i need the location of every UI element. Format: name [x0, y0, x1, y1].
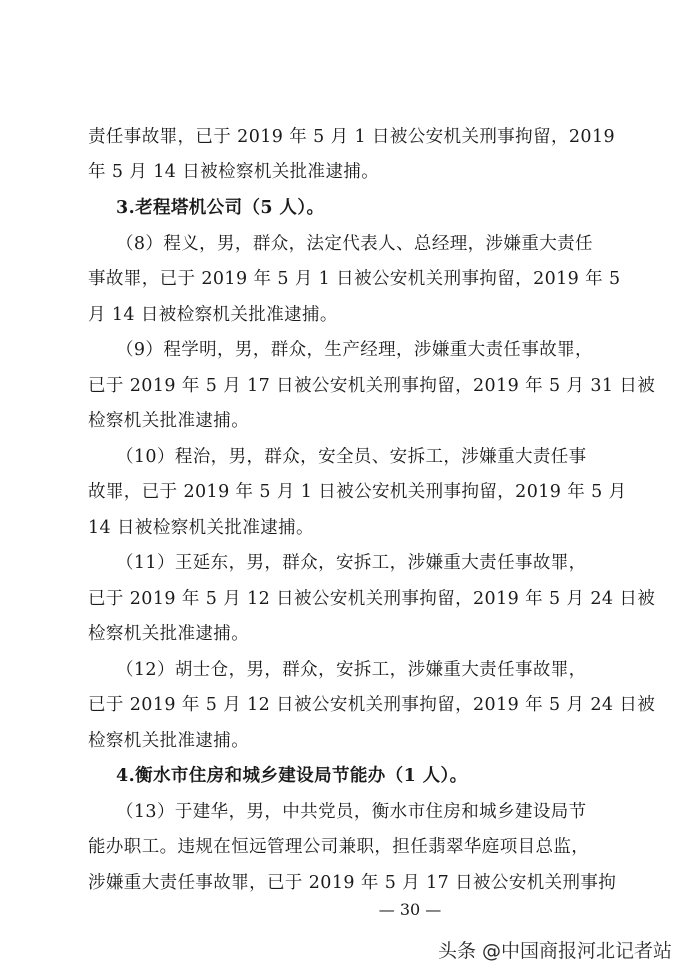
- body-line: 年 5 月 14 日被检察机关批准逮捕。: [88, 162, 380, 182]
- body-line: 检察机关批准逮捕。: [88, 411, 250, 431]
- page-number: — 30 —: [378, 900, 442, 919]
- section-heading: 3.老程塔机公司（5 人）。: [116, 198, 325, 218]
- body-line: 责任事故罪，已于 2019 年 5 月 1 日被公安机关刑事拘留，2019: [88, 127, 616, 147]
- body-line: 能办职工。违规在恒远管理公司兼职，担任翡翠华庭项目总监，: [88, 837, 590, 857]
- body-line: 检察机关批准逮捕。: [88, 731, 250, 751]
- section-heading: 4.衡水市住房和城乡建设局节能办（1 人）。: [116, 766, 468, 786]
- body-line: （12）胡士仓，男，群众，安拆工，涉嫌重大责任事故罪，: [116, 660, 587, 680]
- body-line: （9）程学明，男，群众，生产经理，涉嫌重大责任事故罪，: [116, 340, 593, 360]
- body-line: （10）程治，男，群众，安全员、安拆工，涉嫌重大责任事: [116, 447, 587, 467]
- body-line: 故罪，已于 2019 年 5 月 1 日被公安机关刑事拘留，2019 年 5 月: [88, 482, 627, 502]
- body-line: 检察机关批准逮捕。: [88, 624, 250, 644]
- body-line: 涉嫌重大责任事故罪，已于 2019 年 5 月 17 日被公安机关刑事拘: [88, 873, 617, 893]
- body-line: （8）程义，男，群众，法定代表人、总经理，涉嫌重大责任: [116, 234, 593, 254]
- watermark: 头条 @中国商报河北记者站: [437, 940, 672, 962]
- body-line: （13）于建华，男，中共党员，衡水市住房和城乡建设局节: [116, 802, 587, 822]
- body-line: 14 日被检察机关批准逮捕。: [88, 518, 314, 538]
- body-line: 已于 2019 年 5 月 12 日被公安机关刑事拘留，2019 年 5 月 24 日被: [88, 695, 656, 715]
- body-line: （11）王延东，男，群众，安拆工，涉嫌重大责任事故罪，: [116, 553, 587, 573]
- body-line: 月 14 日被检察机关批准逮捕。: [88, 305, 338, 325]
- body-line: 已于 2019 年 5 月 17 日被公安机关刑事拘留，2019 年 5 月 31 日被: [88, 376, 656, 396]
- body-line: 已于 2019 年 5 月 12 日被公安机关刑事拘留，2019 年 5 月 24 日被: [88, 589, 656, 609]
- body-line: 事故罪，已于 2019 年 5 月 1 日被公安机关刑事拘留，2019 年 5: [88, 269, 621, 289]
